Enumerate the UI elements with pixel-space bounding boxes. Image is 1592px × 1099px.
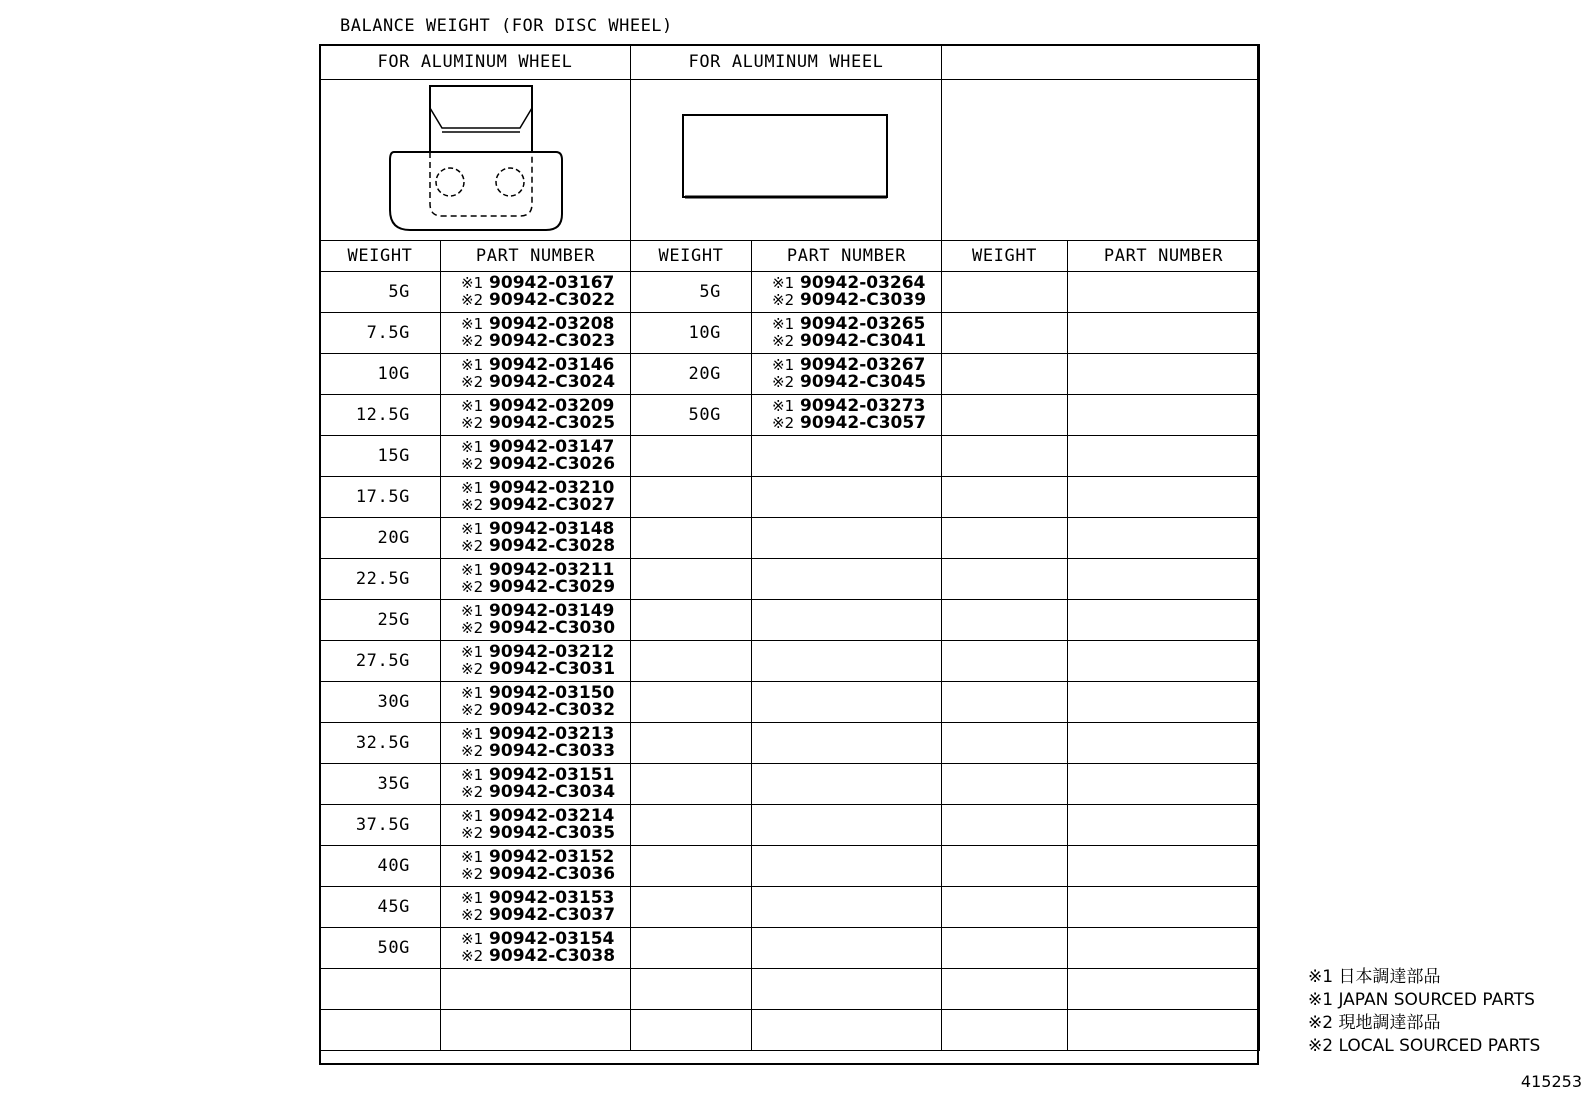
weight-cell: 22.5G xyxy=(320,559,441,600)
weight-cell: 45G xyxy=(320,887,441,928)
legend-line-2: ※1 JAPAN SOURCED PARTS xyxy=(1308,990,1535,1010)
weight-cell: 7.5G xyxy=(320,313,441,354)
weight-cell: 10G xyxy=(320,354,441,395)
part-number: 90942-03267 xyxy=(800,355,926,375)
source-mark: ※2 xyxy=(461,865,484,883)
source-mark: ※2 xyxy=(772,414,795,432)
source-mark: ※1 xyxy=(461,315,484,333)
reference-number: 415253 xyxy=(1520,1072,1582,1091)
part-number: 90942-03146 xyxy=(489,355,615,375)
source-mark: ※2 xyxy=(772,373,795,391)
weight-cell: 20G xyxy=(631,354,752,395)
source-mark: ※2 xyxy=(461,906,484,924)
part-number: 90942-03150 xyxy=(489,683,615,703)
source-mark: ※1 xyxy=(461,602,484,620)
source-mark: ※1 xyxy=(772,315,795,333)
source-mark: ※1 xyxy=(461,889,484,907)
source-mark: ※1 xyxy=(461,397,484,415)
source-mark: ※2 xyxy=(772,291,795,309)
source-mark: ※2 xyxy=(461,824,484,842)
weight-cell: 15G xyxy=(320,436,441,477)
part-number: 90942-03151 xyxy=(489,765,615,785)
part-number: 90942-03154 xyxy=(489,929,615,949)
source-mark: ※1 xyxy=(461,643,484,661)
group-header-2: FOR ALUMINUM WHEEL xyxy=(631,45,942,80)
source-mark: ※1 xyxy=(772,274,795,292)
part-number: 90942-03213 xyxy=(489,724,615,744)
col-header-part-number-2: PART NUMBER xyxy=(752,241,942,272)
source-mark: ※1 xyxy=(461,479,484,497)
source-mark: ※2 xyxy=(461,414,484,432)
weight-cell: 37.5G xyxy=(320,805,441,846)
source-mark: ※2 xyxy=(461,373,484,391)
source-mark: ※2 xyxy=(772,332,795,350)
source-mark: ※1 xyxy=(461,848,484,866)
part-number: 90942-C3034 xyxy=(489,782,616,802)
part-number: 90942-C3022 xyxy=(489,290,616,310)
part-number: 90942-C3045 xyxy=(800,372,927,392)
part-number: 90942-C3027 xyxy=(489,495,616,515)
part-number: 90942-03264 xyxy=(800,273,926,293)
part-number: 90942-03210 xyxy=(489,478,615,498)
part-number: 90942-03212 xyxy=(489,642,615,662)
source-mark: ※2 xyxy=(461,783,484,801)
col-header-weight-3: WEIGHT xyxy=(942,241,1068,272)
source-mark: ※2 xyxy=(461,455,484,473)
part-number: 90942-C3028 xyxy=(489,536,616,556)
weight-cell: 32.5G xyxy=(320,723,441,764)
part-number: 90942-03167 xyxy=(489,273,615,293)
part-number: 90942-03149 xyxy=(489,601,615,621)
part-number: 90942-03214 xyxy=(489,806,615,826)
source-mark: ※1 xyxy=(461,766,484,784)
source-mark: ※1 xyxy=(461,807,484,825)
weight-cell: 35G xyxy=(320,764,441,805)
weight-cell: 40G xyxy=(320,846,441,887)
col-header-part-number-1: PART NUMBER xyxy=(441,241,631,272)
part-number: 90942-C3038 xyxy=(489,946,616,966)
source-mark: ※2 xyxy=(461,291,484,309)
group-header-1: FOR ALUMINUM WHEEL xyxy=(320,45,631,80)
weight-cell: 17.5G xyxy=(320,477,441,518)
part-number: 90942-C3025 xyxy=(489,413,616,433)
col-header-weight-2: WEIGHT xyxy=(631,241,752,272)
source-mark: ※2 xyxy=(461,496,484,514)
part-number: 90942-03148 xyxy=(489,519,615,539)
weight-cell: 20G xyxy=(320,518,441,559)
col-header-weight-1: WEIGHT xyxy=(320,241,441,272)
diagram-title: BALANCE WEIGHT (FOR DISC WHEEL) xyxy=(340,16,673,36)
part-number: 90942-03273 xyxy=(800,396,926,416)
source-mark: ※2 xyxy=(461,701,484,719)
source-mark: ※1 xyxy=(461,274,484,292)
part-number: 90942-C3024 xyxy=(489,372,616,392)
part-number: 90942-C3029 xyxy=(489,577,616,597)
part-number: 90942-C3057 xyxy=(800,413,927,433)
part-number: 90942-03147 xyxy=(489,437,615,457)
weight-cell: 5G xyxy=(631,272,752,313)
part-number: 90942-03265 xyxy=(800,314,926,334)
part-number: 90942-C3032 xyxy=(489,700,616,720)
part-number: 90942-03153 xyxy=(489,888,615,908)
source-mark: ※1 xyxy=(461,561,484,579)
source-mark: ※2 xyxy=(461,619,484,637)
part-number: 90942-03211 xyxy=(489,560,615,580)
source-mark: ※1 xyxy=(461,725,484,743)
weight-cell: 12.5G xyxy=(320,395,441,436)
source-mark: ※1 xyxy=(461,438,484,456)
weight-cell: 50G xyxy=(320,928,441,969)
source-mark: ※1 xyxy=(772,356,795,374)
source-mark: ※1 xyxy=(461,356,484,374)
part-number: 90942-C3026 xyxy=(489,454,616,474)
part-number: 90942-03208 xyxy=(489,314,615,334)
weight-cell: 50G xyxy=(631,395,752,436)
legend xyxy=(1308,966,1540,1058)
part-number: 90942-C3031 xyxy=(489,659,616,679)
weight-cell: 25G xyxy=(320,600,441,641)
legend-line-4: ※2 LOCAL SOURCED PARTS xyxy=(1308,1036,1541,1056)
weight-cell: 10G xyxy=(631,313,752,354)
source-mark: ※1 xyxy=(461,930,484,948)
source-mark: ※2 xyxy=(461,947,484,965)
weight-cell: 30G xyxy=(320,682,441,723)
part-number: 90942-C3023 xyxy=(489,331,616,351)
source-mark: ※2 xyxy=(461,660,484,678)
source-mark: ※2 xyxy=(461,537,484,555)
part-number: 90942-C3030 xyxy=(489,618,616,638)
source-mark: ※1 xyxy=(461,684,484,702)
legend-line-3: ※2 現地調達部品 xyxy=(1308,1013,1441,1033)
source-mark: ※1 xyxy=(772,397,795,415)
legend-line-1: ※1 日本調達部品 xyxy=(1308,967,1441,987)
part-number: 90942-C3039 xyxy=(800,290,927,310)
source-mark: ※2 xyxy=(461,578,484,596)
part-number: 90942-C3035 xyxy=(489,823,616,843)
part-number: 90942-C3037 xyxy=(489,905,616,925)
source-mark: ※2 xyxy=(461,332,484,350)
source-mark: ※1 xyxy=(461,520,484,538)
col-header-part-number-3: PART NUMBER xyxy=(1068,241,1260,272)
part-number: 90942-03152 xyxy=(489,847,615,867)
table-frame xyxy=(319,44,1259,1065)
part-number: 90942-C3036 xyxy=(489,864,616,884)
part-number: 90942-C3041 xyxy=(800,331,927,351)
source-mark: ※2 xyxy=(461,742,484,760)
weight-cell: 5G xyxy=(320,272,441,313)
weight-cell: 27.5G xyxy=(320,641,441,682)
part-number: 90942-03209 xyxy=(489,396,615,416)
part-number: 90942-C3033 xyxy=(489,741,616,761)
